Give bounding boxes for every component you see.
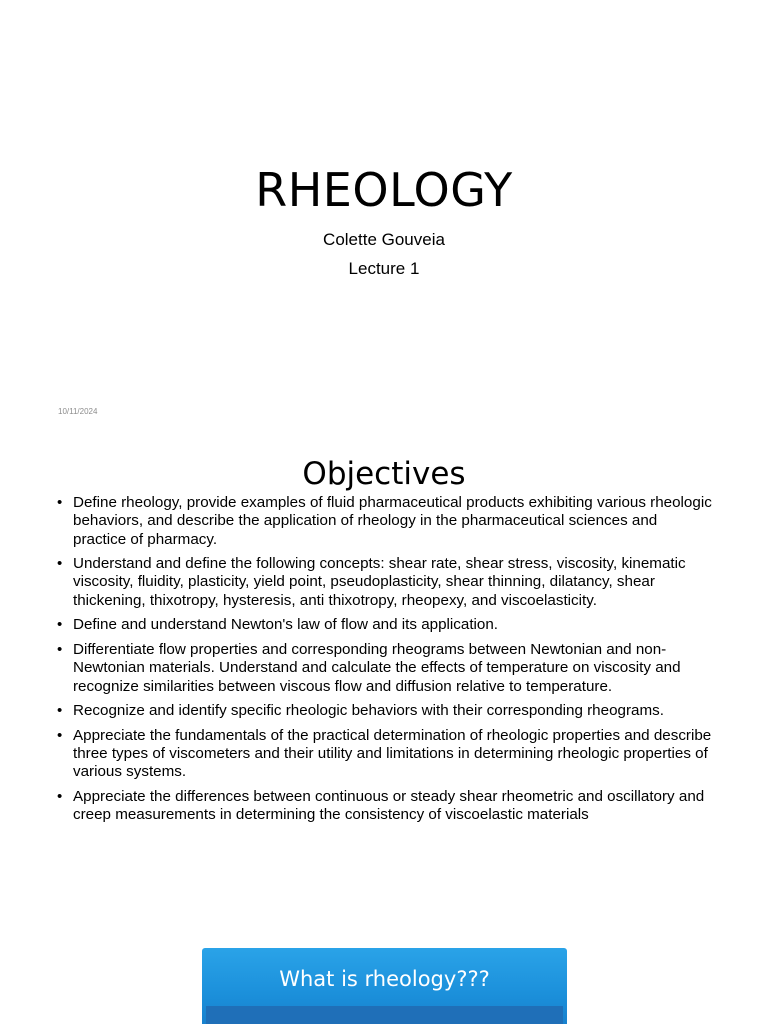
objective-item: [57, 616, 712, 634]
lecture-label: Lecture 1: [348, 259, 420, 278]
what-is-rheology-slide: [202, 948, 567, 1024]
objective-text: Define and understand Newton's law of flow and its application.: [73, 616, 499, 634]
objective-text: Define rheology, provide examples of fluid pharmaceutical products exhibiting various rheologic behaviors, and describe the application of rheology in the pharmaceutical sciences and practice of pharmacy.: [73, 494, 712, 548]
bullet-icon: •: [57, 640, 63, 658]
author-name: Colette Gouveia: [323, 230, 445, 249]
objective-text: Understand and define the following concepts: shear rate, shear stress, viscosity, kinematic viscosity, fluidity, plasticity, yield point, pseudoplasticity, shear thinning, dilatancy, shear thickening, thixotropy, hysteresis, anti thixotropy, rheopexy, and viscoelasticity.: [73, 555, 686, 609]
bullet-icon: •: [57, 494, 63, 511]
objective-text: Recognize and identify specific rheologic behaviors with their corresponding rheograms.: [73, 702, 664, 720]
objective-text: Appreciate the differences between continuous or steady shear rheometric and oscillatory and creep measurements in determining the consistency of viscoelastic materials: [73, 787, 705, 824]
objective-item: [57, 494, 712, 549]
bullet-icon: •: [57, 616, 63, 634]
objective-item: [57, 727, 712, 782]
card-title: What is rheology???: [279, 967, 490, 991]
objectives-list: [57, 494, 712, 831]
objective-item: [57, 702, 712, 720]
objective-item: [57, 641, 712, 696]
objective-text: Differentiate flow properties and corresponding rheograms between Newtonian and non-Newtonian materials. Understand and calculate the effects of temperature on viscosity and recognize similarities between viscous flow and diffusion relative to temperature.: [73, 640, 681, 695]
card-image-band: [206, 1006, 563, 1024]
objective-item: [57, 788, 712, 825]
bullet-icon: •: [57, 787, 63, 805]
bullet-icon: •: [57, 702, 63, 720]
bullet-icon: •: [57, 726, 63, 744]
slide-date: 10/11/2024: [58, 407, 98, 416]
objective-item: [57, 555, 712, 610]
bullet-icon: •: [57, 555, 63, 573]
objective-text: Appreciate the fundamentals of the practical determination of rheologic properties and describe three types of viscometers and their utility and limitations in determining rheologic properties of various systems.: [73, 726, 712, 781]
objectives-heading: Objectives: [302, 456, 466, 492]
page-title: RHEOLOGY: [255, 163, 513, 217]
